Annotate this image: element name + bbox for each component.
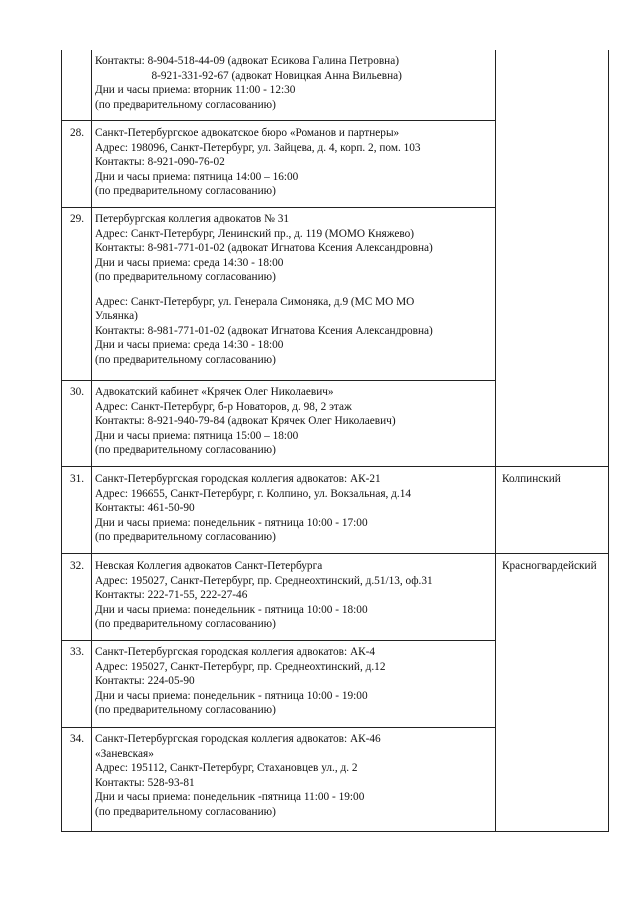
note-line: (по предварительному согласованию) [95, 444, 276, 456]
note-line: (по предварительному согласованию) [95, 618, 276, 630]
contact-line: Контакты: 224-05-90 [95, 675, 195, 687]
address-line: Ульянка) [95, 310, 138, 322]
address-line: Адрес: 198096, Санкт-Петербург, ул. Зайцева, д. 4, корп. 2, пом. 103 [95, 141, 421, 154]
row-divider [61, 553, 609, 554]
hours-line: Дни и часы приема: пятница 14:00 – 16:00 [95, 170, 299, 183]
contact-line: Контакты: 8-921-940-79-84 (адвокат Крячек Олег Николаевич) [95, 415, 396, 427]
row-divider [61, 727, 496, 728]
organization-name: Санкт-Петербургская городская коллегия адвокатов: АК-46 [95, 733, 381, 745]
row-number: 28. [69, 127, 85, 139]
address-line: Адрес: Санкт-Петербург, ул. Генерала Симоняка, д.9 (МС МО МО [95, 295, 415, 308]
table-row-entry [95, 732, 495, 819]
note-line: (по предварительному согласованию) [95, 704, 276, 716]
table-row-entry [95, 54, 495, 112]
organization-name: Санкт-Петербургское адвокатское бюро «Романов и партнеры» [95, 127, 400, 139]
row-number: 34. [69, 733, 85, 745]
hours-line: Дни и часы приема: понедельник - пятница 10:00 - 17:00 [95, 516, 368, 529]
organization-name: Петербургская коллегия адвокатов № 31 [95, 213, 289, 225]
row-number: 30. [69, 386, 85, 398]
hours-line: Дни и часы приема: понедельник -пятница 11:00 - 19:00 [95, 791, 365, 803]
table-column-divider-number [91, 50, 92, 832]
contact-line: 8-921-331-92-67 (адвокат Новицкая Анна Вильевна) [95, 69, 402, 82]
row-divider [61, 120, 496, 121]
row-number: 33. [69, 646, 85, 658]
table-row-entry [95, 645, 495, 718]
organization-name: Санкт-Петербургская городская коллегия адвокатов: АК-4 [95, 646, 376, 658]
organization-name: Санкт-Петербургская городская коллегия адвокатов: АК-21 [95, 473, 381, 485]
note-line: (по предварительному согласованию) [95, 531, 276, 543]
note-line: (по предварительному согласованию) [95, 271, 276, 283]
row-divider [61, 640, 496, 641]
note-line: (по предварительному согласованию) [95, 98, 276, 111]
hours-line: Дни и часы приема: среда 14:30 - 18:00 [95, 256, 284, 269]
note-line: (по предварительному согласованию) [95, 805, 276, 818]
hours-line: Дни и часы приема: среда 14:30 - 18:00 [95, 339, 284, 351]
address-line: Адрес: Санкт-Петербург, Ленинский пр., д. 119 (МОМО Княжево) [95, 227, 415, 240]
row-number: 32. [69, 560, 85, 572]
row-divider [61, 380, 496, 381]
table-border-bottom [61, 831, 609, 832]
address-line: Адрес: 195112, Санкт-Петербург, Стахановцев ул., д. 2 [95, 762, 358, 774]
address-line: Адрес: 195027, Санкт-Петербург, пр. Среднеохтинский, д.51/13, оф.31 [95, 574, 433, 587]
contact-line: Контакты: 461-50-90 [95, 502, 195, 514]
table-border-right [608, 50, 609, 832]
address-line: Адрес: 195027, Санкт-Петербург, пр. Среднеохтинский, д.12 [95, 660, 386, 673]
organization-name: «Заневская» [95, 747, 154, 760]
contact-line: Контакты: 528-93-81 [95, 776, 195, 789]
table-row-entry [95, 212, 495, 367]
contact-line: Контакты: 8-921-090-76-02 [95, 156, 225, 168]
table-row-entry [95, 559, 495, 632]
row-number: 31. [69, 473, 85, 485]
address-line: Адрес: 196655, Санкт-Петербург, г. Колпино, ул. Вокзальная, д.14 [95, 487, 412, 500]
contact-line: Контакты: 8-904-518-44-09 (адвокат Есикова Галина Петровна) [95, 55, 399, 67]
note-line: (по предварительному согласованию) [95, 185, 276, 197]
table-border-left [61, 50, 62, 832]
organization-name: Невская Коллегия адвокатов Санкт-Петербурга [95, 560, 323, 572]
contact-line: Контакты: 8-981-771-01-02 (адвокат Игнатова Ксения Александровна) [95, 324, 433, 337]
row-divider [61, 466, 609, 467]
contact-line: Контакты: 8-981-771-01-02 (адвокат Игнатова Ксения Александровна) [95, 242, 433, 254]
address-line: Адрес: Санкт-Петербург, б-р Новаторов, д. 98, 2 этаж [95, 400, 352, 413]
row-number: 29. [69, 213, 85, 225]
table-row-entry [95, 126, 495, 199]
table-row-entry [95, 385, 495, 458]
row-divider [61, 207, 496, 208]
note-line: (по предварительному согласованию) [95, 353, 276, 366]
district-name: Колпинский [502, 473, 561, 485]
district-name: Красногвардейский [502, 560, 597, 572]
hours-line: Дни и часы приема: пятница 15:00 – 18:00 [95, 429, 299, 442]
hours-line: Дни и часы приема: вторник 11:00 - 12:30 [95, 84, 296, 96]
table-column-divider-district [495, 50, 496, 832]
organization-name: Адвокатский кабинет «Крячек Олег Николаевич» [95, 386, 334, 398]
contact-line: Контакты: 222-71-55, 222-27-46 [95, 589, 248, 601]
hours-line: Дни и часы приема: понедельник - пятница 10:00 - 19:00 [95, 689, 368, 702]
hours-line: Дни и часы приема: понедельник - пятница 10:00 - 18:00 [95, 603, 368, 616]
table-row-entry [95, 472, 495, 545]
